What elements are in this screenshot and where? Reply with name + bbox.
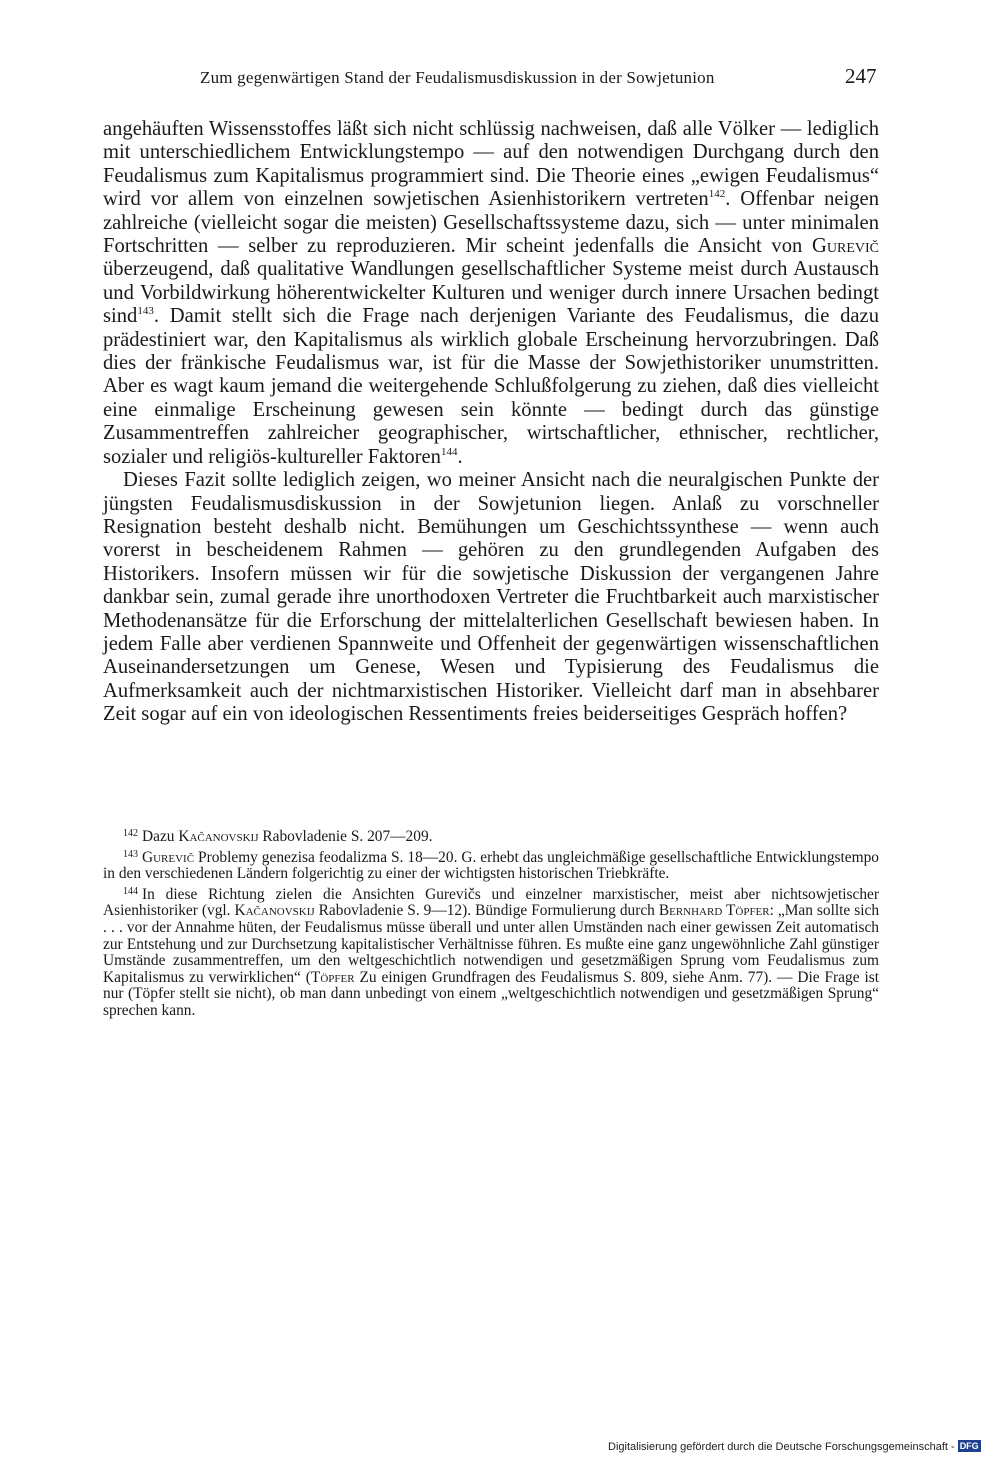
footnotes: [103, 829, 879, 1024]
footnote-143: [103, 850, 879, 883]
footnote-ref-143[interactable]: 143: [137, 305, 154, 318]
footnote-ref-144[interactable]: 144: [440, 445, 458, 458]
paragraph-1-text-a: angehäuften Wissensstoffes läßt sich nicht schlüssig nachweisen, daß alle Völker — lediglich mit unterschiedlichem Entwicklungstempo — auf den notwendigen Durchgang durch den Feudalismus zum Kapitalismus programmiert sind. Die Theorie eines „ewigen Feudalismus“ wird vor allem von einzelnen sowjetischen Asienhistorikern vertreten: [103, 118, 879, 211]
author-name: Kačanovskij: [234, 902, 315, 920]
author-name-gurevic: Gurevič: [812, 235, 879, 258]
footnote-144: [103, 887, 879, 1020]
footnote-text: : „Man sollte sich . . . vor der Annahme hüten, der Feudalismus müsse überall und unter allen Umständen nach einer gewissen Zeit automatisch zur Entstehung und zur Durchsetzung kapitalistischer Verhältnisse führen. Es mußte eine ganz ungewöhnliche Zahl günstiger Umstände zusammentreffen, um den weltgeschichtlich notwendigen und gesetzmäßigen Sprung vom Feudalismus zum Kapitalismus zu verwirklichen“ (: [103, 902, 880, 986]
author-name: Bernhard Töpfer: [658, 902, 770, 920]
footnote-number: 144: [123, 885, 138, 897]
footnote-text: In diese Richtung zielen die Ansichten Gurevičs und einzelner marxistischer, meist aber nichtsowjetischer Asienhistoriker (vgl.: [103, 885, 879, 920]
footnote-text: Rabovladenie S. 207—209.: [258, 828, 433, 845]
funding-note-text: Digitalisierung gefördert durch die Deutsche Forschungsgemeinschaft -: [608, 1441, 955, 1453]
author-name: Töpfer: [310, 968, 355, 986]
footnote-number: 143: [123, 848, 138, 860]
footnote-142: [103, 829, 879, 846]
body-text: [103, 118, 879, 727]
paragraph-2: Dieses Fazit sollte lediglich zeigen, wo meiner Ansicht nach die neuralgischen Punkte der jüngsten Feudalismusdiskussion in der Sowjetunion liegen. Anlaß zu vorschneller Resignation besteht deshalb nicht. Bemühungen um Geschichtssynthese — wenn auch vorerst in bescheidenem Rahmen — gehören zu den grundlegenden Aufgaben des Historikers. Insofern müssen wir für die sowjetische Diskussion der vergangenen Jahre dankbar sein, zumal gerade ihre unorthodoxen Vertreter die Fruchtbarkeit auch marxistischer Methodenansätze für die Erforschung der mittelalterlichen Gesellschaft bewiesen haben. In jedem Falle aber verdienen Spannweite und Offenheit der gegenwärtigen wissenschaftlichen Auseinandersetzungen um Genese, Wesen und Typisierung des Feudalismus die Aufmerksamkeit auch der nichtmarxistischen Historiker. Vielleicht darf man in absehbarer Zeit sogar auf ein von ideologischen Ressentiments freies beiderseitiges Gespräch hoffen?: [103, 469, 879, 726]
paragraph-1: [103, 118, 879, 469]
author-name: Gurevič: [142, 848, 195, 866]
footnote-text: Problemy genezisa feodalizma S. 18—20. G. erhebt das ungleichmäßige gesellschaftliche Entwicklungstempo in den verschiedenen Ländern folgerichtig zu einer der wichtigsten historischen Triebkräfte.: [103, 848, 879, 883]
footnote-ref-142[interactable]: 142: [708, 188, 726, 201]
footnote-number: 142: [123, 828, 138, 839]
paragraph-1-text-e: .: [457, 445, 463, 468]
paragraph-1-text-d: . Damit stellt sich die Frage nach derjenigen Variante des Feudalismus, die dazu prädestiniert war, den Kapitalismus als wirklich globale Erscheinung hervorzubringen. Daß dies der fränkische Feudalismus war, ist für die Masse der Sowjethistoriker unumstritten. Aber es wagt kaum jemand die weitergehende Schlußfolgerung zu ziehen, daß dies vielleicht eine einmalige Erscheinung gewesen sein könnte — bedingt durch das günstige Zusammentreffen zahlreicher geographischer, wirtschaftlicher, ethnischer, rechtlicher, sozialer und religiös-kultureller Faktoren: [103, 305, 879, 468]
paragraph-1-text-b: . Offenbar neigen zahlreiche (vielleicht sogar die meisten) Gesellschaftssysteme dazu, sich — unter minimalen Fortschritten — selber zu reproduzieren. Mir scheint jedenfalls die Ansicht von: [103, 188, 879, 258]
footnote-text: Zu einigen Grundfragen des Feudalismus S. 809, siehe Anm. 77). — Die Frage ist nur (Töpfer stellt sie nicht), ob man dann unbedingt von einem „weltgeschichtlich notwendigen und gesetzmäßigen Sprung“ sprechen kann.: [103, 968, 879, 1019]
footnote-text: Dazu: [142, 828, 179, 845]
paragraph-1-text-c: überzeugend, daß qualitative Wandlungen gesellschaftlicher Systeme meist durch Austausch und Vorbildwirkung höherentwickelter Kulturen und weniger durch innere Ursachen bedingt sind: [103, 258, 879, 328]
dfg-logo[interactable]: DFG: [959, 1441, 979, 1451]
author-name: Kačanovskij: [178, 828, 259, 845]
funding-note: [608, 1440, 981, 1453]
running-title: Zum gegenwärtigen Stand der Feudalismusdiskussion in der Sowjetunion: [200, 68, 715, 87]
footnote-text: Rabovladenie S. 9—12). Bündige Formulierung durch: [314, 902, 659, 920]
page-number: 247: [845, 64, 877, 88]
